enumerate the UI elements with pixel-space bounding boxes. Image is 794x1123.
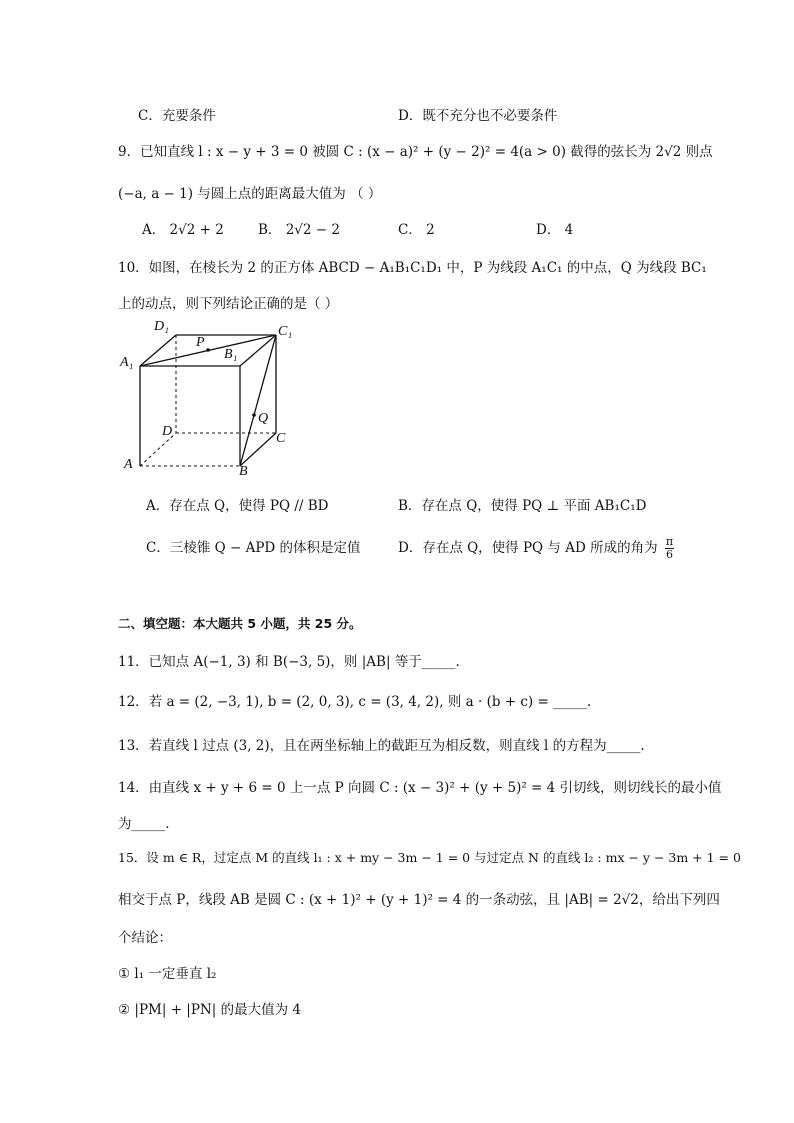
q15-item-1: ① l₁ 一定垂直 l₂ [118,966,217,982]
q15-item-2: ② |PM| + |PN| 的最大值为 4 [118,1002,301,1018]
point-p [206,348,210,352]
q15-stem-line3: 个结论： [118,930,172,946]
q14-stem-line2: 为_____. [118,816,170,832]
q8-option-d: D．既不充分也不必要条件 [398,108,558,124]
q9-option-b: B． 2√2 − 2 [258,222,340,238]
q14-stem-line1: 14．由直线 x + y + 6 = 0 上一点 P 向圆 C : (x − 3)² + (y + 5)² = 4 引切线，则切线长的最小值 [118,780,722,796]
label-q: Q [258,411,269,426]
edge-bc [240,433,276,466]
cube-figure [118,318,303,476]
q11-text: 11．已知点 A(−1, 3) 和 B(−3, 5)，则 |AB| 等于_____. [118,654,460,670]
q15-stem-line2: 相交于点 P，线段 AB 是圆 C : (x + 1)² + (y + 1)² = 4 的一条动弦，且 |AB| = 2√2，给出下列四 [118,892,720,908]
q12-text: 12．若 a = (2, −3, 1), b = (2, 0, 3), c = (3, 4, 2), 则 a · (b + c) = _____. [118,694,592,710]
label-a1: A₁ [120,355,134,370]
label-d: D [162,424,173,439]
point-q [252,413,256,417]
q10-option-a: A．存在点 Q，使得 PQ // BD [146,498,329,514]
label-b: B [239,464,248,476]
q10-option-b: B．存在点 Q，使得 PQ ⊥ 平面 AB₁C₁D [398,498,647,514]
q10-option-d-text: D．存在点 Q，使得 PQ 与 AD 所成的角为 [398,540,658,556]
q13-text: 13．若直线 l 过点 (3, 2)，且在两坐标轴上的截距互为相反数，则直线 l 的方程为_____. [118,738,645,754]
section-2-heading: 二、填空题：本大题共 5 小题，共 25 分。 [118,616,362,631]
diagonal-bc1 [240,335,276,466]
q9-option-c: C． 2 [398,222,435,238]
q9-option-d: D． 4 [536,222,574,238]
label-c1: C₁ [278,324,293,339]
q10-option-d [398,536,674,561]
q9-stem-line1: 9．已知直线 l : x − y + 3 = 0 被圆 C : (x − a)² + (y − 2)² = 4(a > 0) 截得的弦长为 2√2 则点 [118,144,713,160]
label-a: A [124,457,133,472]
label-c: C [276,431,286,446]
q15-stem-line1: 15．设 m ∈ R，过定点 M 的直线 l₁ : x + my − 3m − 1 = 0 与过定点 N 的直线 l₂ : mx − y − 3m + 1 = 0 [118,850,741,865]
q10-stem-line1: 10．如图，在棱长为 2 的正方体 ABCD − A₁B₁C₁D₁ 中，P 为线段 A₁C₁ 的中点，Q 为线段 BC₁ [118,260,707,276]
q8-option-c: C．充要条件 [138,108,216,124]
fraction-denominator: 6 [665,548,673,561]
fraction-pi-over-6 [665,536,674,561]
q9-option-a: A． 2√2 + 2 [142,222,224,238]
q9-stem-line2: (−a, a − 1) 与圆上点的距离最大值为 （ ） [118,186,382,202]
label-d1: D₁ [154,319,169,334]
q10-stem-line2: 上的动点，则下列结论正确的是（ ） [118,296,339,312]
label-p: P [196,335,205,350]
label-b1: B₁ [224,347,238,362]
q10-option-c: C．三棱锥 Q − APD 的体积是定值 [146,540,361,556]
fraction-numerator: π [665,535,674,548]
